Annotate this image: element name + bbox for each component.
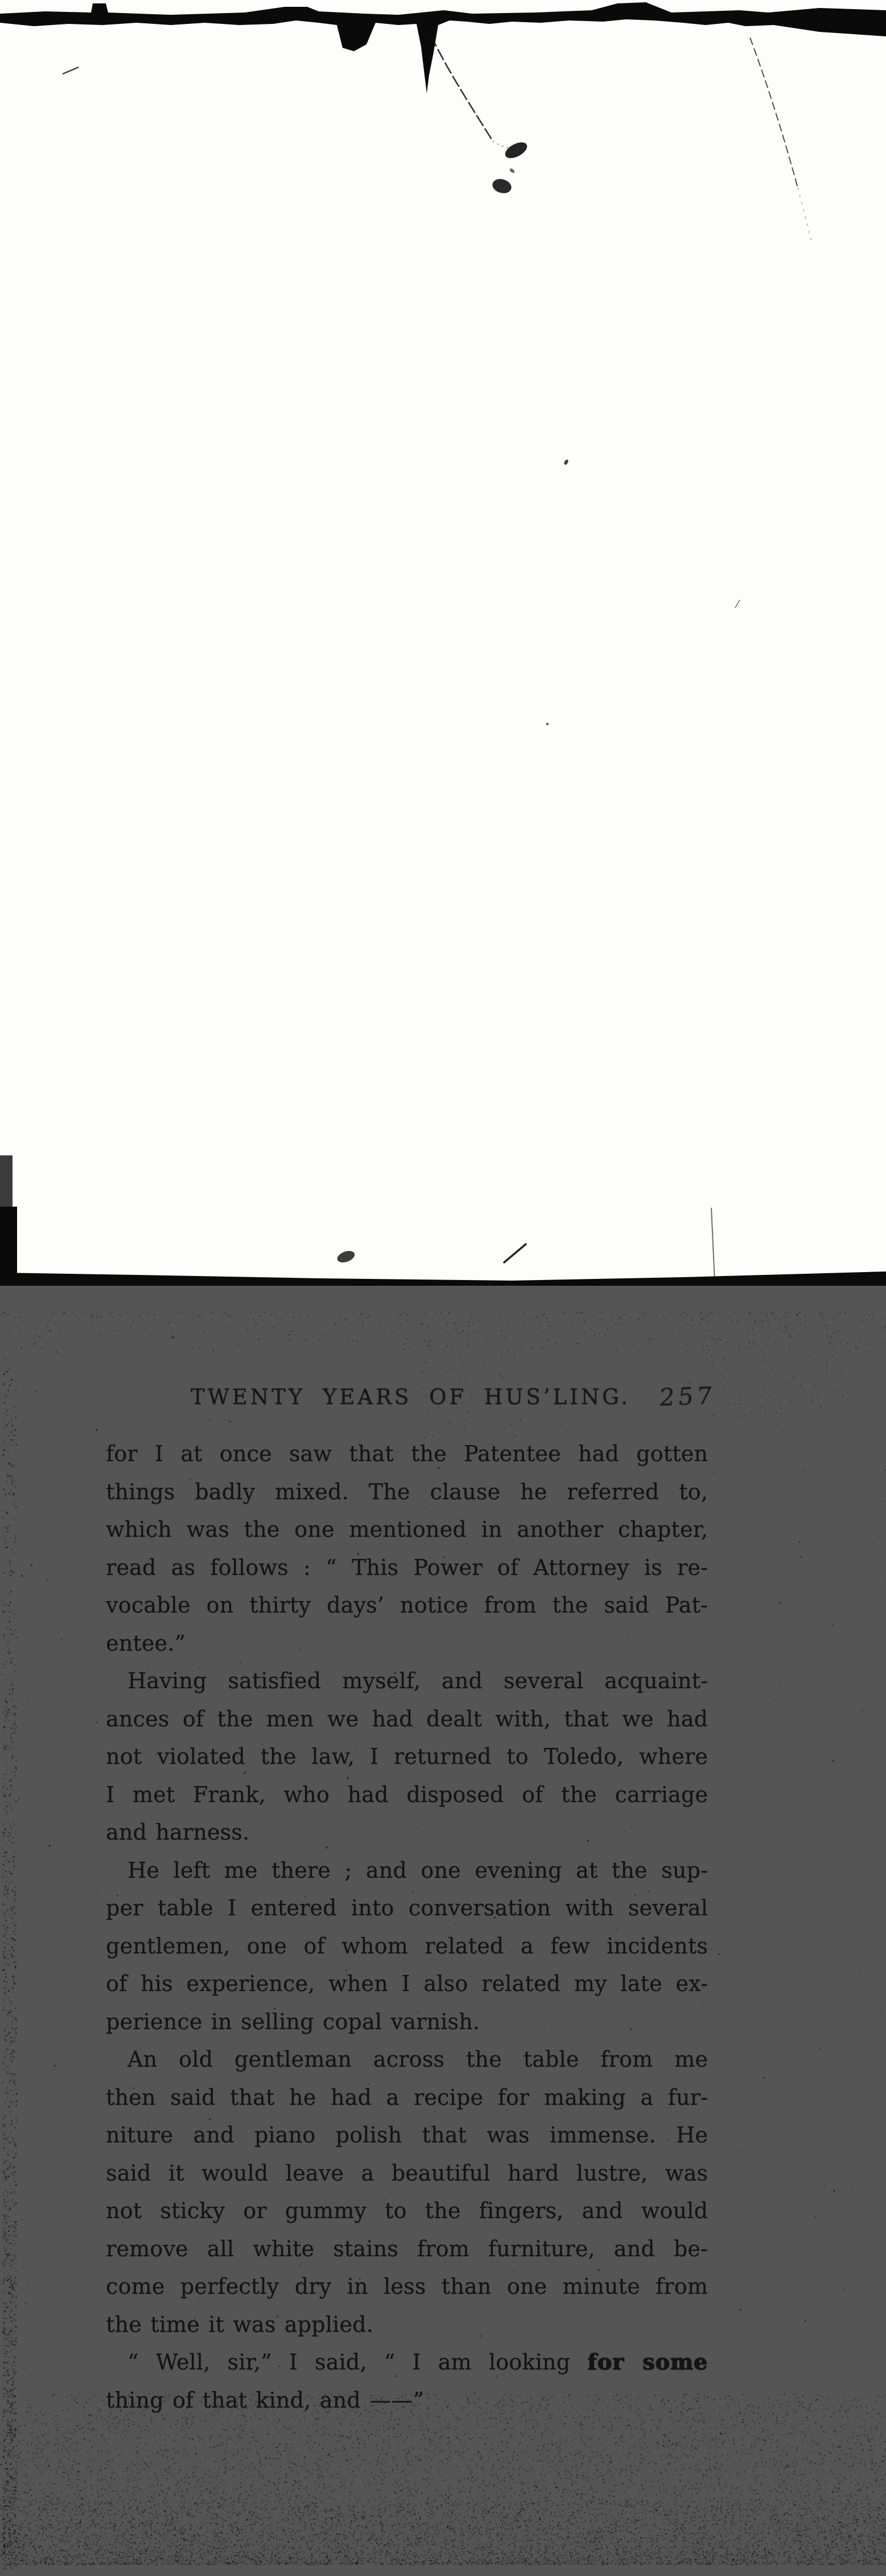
- ink-smudge: [509, 167, 516, 174]
- running-title: TWENTY YEARS OF HUS’LING.: [191, 1385, 630, 1409]
- crease-top-right-tail: [798, 188, 811, 241]
- page-number: 257: [658, 1381, 717, 1412]
- text-line: I met Frank, who had disposed of the carriage: [106, 1781, 708, 1807]
- ink-smudge: [491, 177, 513, 195]
- text-line: come perfectly dry in less than one minute from: [106, 2274, 708, 2299]
- text-line: remove all white stains from furniture, and be-: [106, 2236, 708, 2261]
- text-line: which was the one mentioned in another chapter,: [106, 1517, 708, 1542]
- text-line: then said that he had a recipe for making a fur-: [106, 2084, 708, 2110]
- text-line: entee.”: [106, 1630, 186, 1656]
- scan-edge-top: [0, 2, 886, 93]
- text-line: perience in selling copal varnish.: [106, 2009, 480, 2034]
- text-line: “ Well, sir,” I said, “ I am looking for some: [127, 2349, 708, 2375]
- crease-top-right: [750, 38, 798, 188]
- text-line: thing of that kind, and ——”: [106, 2387, 425, 2413]
- stray-mark: [563, 459, 569, 466]
- stray-mark: [735, 600, 740, 608]
- stray-mark: [546, 723, 549, 725]
- scan-edge-bottom: [0, 1271, 886, 1286]
- text-line: of his experience, when I also related my late ex-: [106, 1971, 708, 1996]
- text-line: An old gentleman across the table from me: [127, 2047, 708, 2072]
- text-line: gentlemen, one of whom related a few incidents: [106, 1933, 708, 1958]
- page-header: [106, 1381, 717, 1413]
- scan-edge-bottom-left-fade: [0, 1155, 13, 1212]
- text-line: vocable on thirty days’ notice from the said Pat-: [106, 1592, 708, 1618]
- text-line: ances of the men we had dealt with, that we had: [106, 1706, 708, 1731]
- scan-edge-bottom-left: [0, 1207, 17, 1286]
- scratch-top-left: [63, 67, 79, 74]
- text-line: niture and piano polish that was immense. He: [106, 2122, 708, 2147]
- text-line: not sticky or gummy to the fingers, and would: [106, 2198, 708, 2223]
- ink-smudge-bottom: [336, 1249, 356, 1265]
- text-line: and harness.: [106, 1820, 250, 1845]
- text-line: for I at once saw that the Patentee had gotten: [106, 1441, 708, 1466]
- text-line: said it would leave a beautiful hard lustre, was: [106, 2160, 708, 2186]
- scan-artifacts-layer: [0, 0, 886, 1286]
- text-line: He left me there ; and one evening at the sup-: [127, 1857, 708, 1883]
- body-text: [106, 1435, 708, 2419]
- scratch-bottom-vertical: [711, 1208, 715, 1282]
- text-line: read as follows : “ This Power of Attorney is re-: [106, 1554, 708, 1580]
- text-line: Having satisfied myself, and several acquaint-: [127, 1668, 708, 1693]
- scratch-bottom: [504, 1244, 526, 1262]
- text-line: not violated the law, I returned to Toledo, where: [106, 1744, 708, 1769]
- crease-center: [431, 35, 493, 141]
- ink-smudge: [502, 139, 529, 161]
- text-line: things badly mixed. The clause he referred to,: [106, 1479, 708, 1504]
- text-line: the time it was applied.: [106, 2311, 373, 2337]
- text-line: per table I entered into conversation with several: [106, 1895, 708, 1920]
- over-inked-text: for some: [587, 2349, 708, 2375]
